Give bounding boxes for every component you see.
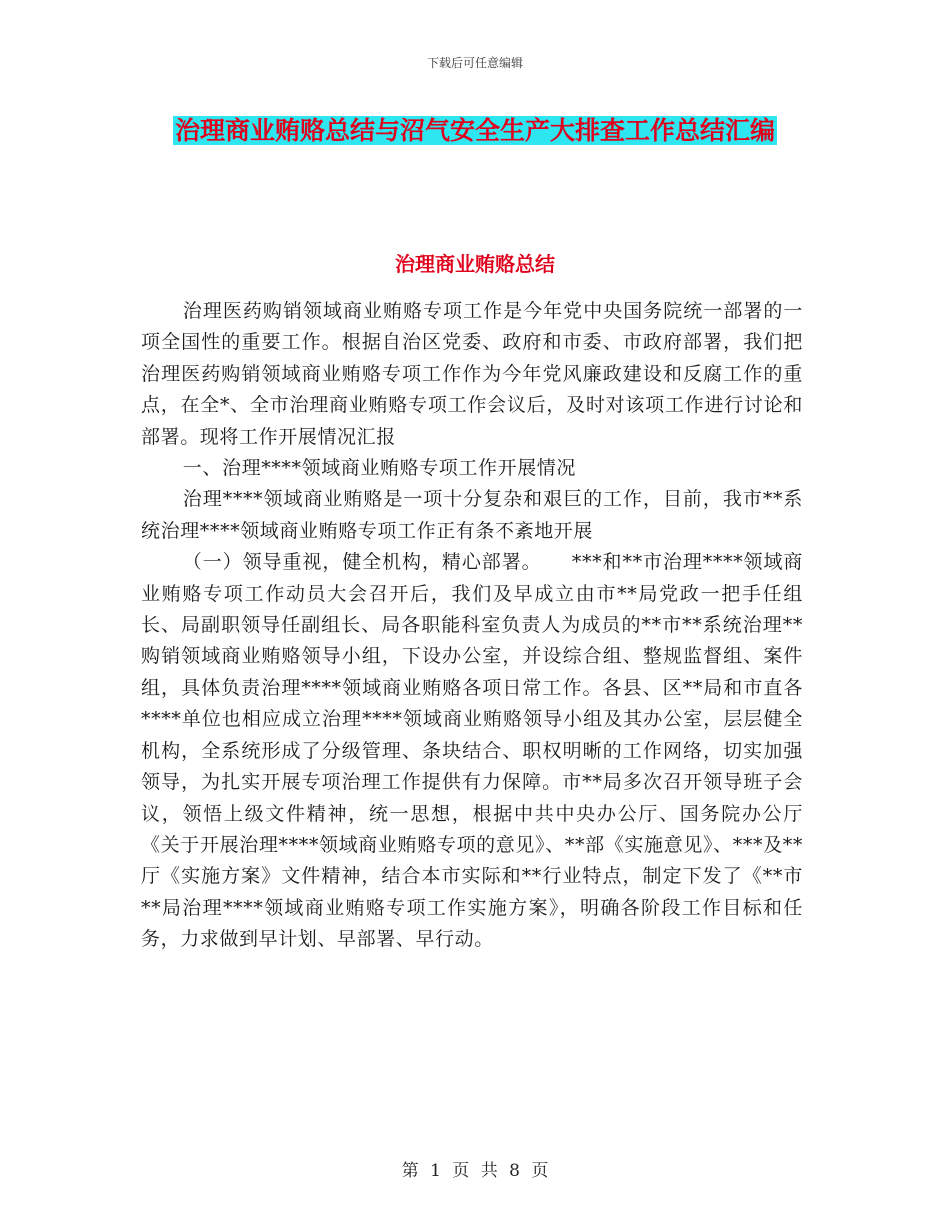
- document-title: [140, 108, 810, 154]
- section-title: 治理商业贿赂总结: [395, 252, 555, 276]
- paragraph: 治理医药购销领域商业贿赂专项工作是今年党中央国务院统一部署的一项全国性的重要工作。根据自治区党委、政府和市委、市政府部署，我们把治理医药购销领域商业贿赂专项工作作为今年党风廉政建设和反腐工作的重点，在全*、全市治理商业贿赂专项工作会议后，及时对该项工作进行讨论和部署。现将工作开展情况汇报: [141, 300, 803, 448]
- paragraph: 治理****领域商业贿赂是一项十分复杂和艰巨的工作，目前，我市**系统治理****领域商业贿赂专项工作正有条不紊地开展: [141, 488, 803, 542]
- document-title-text: 治理商业贿赂总结与沼气安全生产大排查工作总结汇编: [174, 116, 775, 145]
- page-number: 第 1 页 共 8 页: [401, 1161, 549, 1181]
- paragraph: （一）领导重视，健全机构，精心部署。 ***和**市治理****领域商业贿赂专项工作动员大会召开后，我们及早成立由市**局党政一把手任组长、局副职领导任副组长、局各职能科室负责人为成员的**市**系统治理**购销领域商业贿赂领导小组，下设办公室，并设综合组、整规监督组、案件组，具体负责治理****领域商业贿赂各项日常工作。各县、区**局和市直各****单位也相应成立治理****领域商业贿赂领导小组及其办公室，层层健全机构，全系统形成了分级管理、条块结合、职权明晰的工作网络，切实加强领导，为扎实开展专项治理工作提供有力保障。市**局多次召开领导班子会议，领悟上级文件精神，统一思想，根据中共中央办公厅、国务院办公厅《关于开展治理****领域商业贿赂专项的意见》、**部《实施意见》、***及**厅《实施方案》文件精神，结合本市实际和**行业特点，制定下发了《**市**局治理****领域商业贿赂专项工作实施方案》，明确各阶段工作目标和任务，力求做到早计划、早部署、早行动。: [141, 551, 803, 951]
- document-body: [141, 296, 803, 956]
- paragraph: 一、治理****领域商业贿赂专项工作开展情况: [182, 457, 576, 480]
- page-header-note: 下载后可任意编辑: [426, 56, 523, 70]
